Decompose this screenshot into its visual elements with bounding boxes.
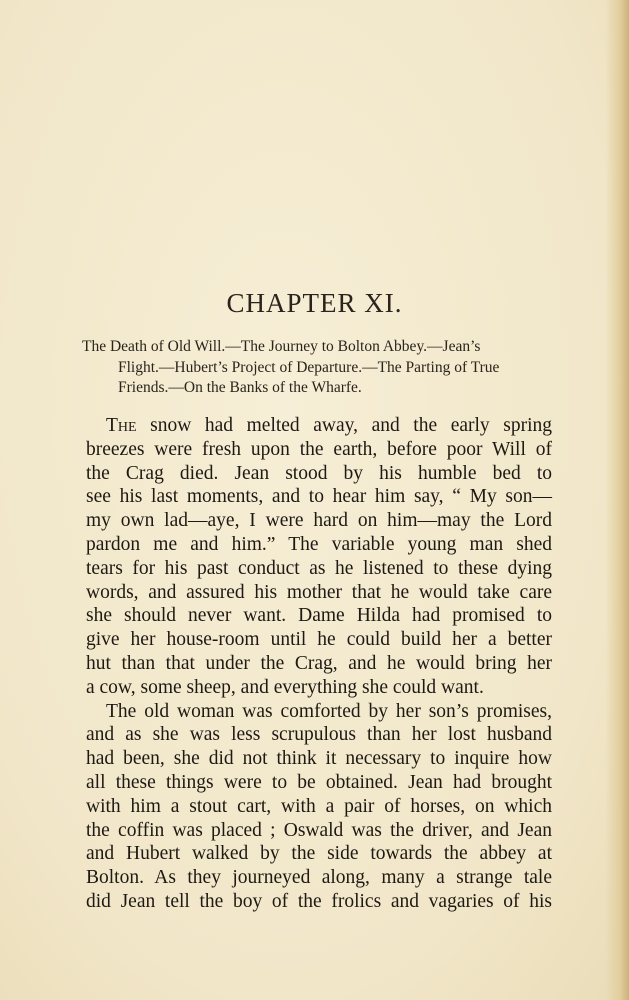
text-line: The snow had melted away, and the early spring — [106, 415, 552, 436]
text-line: with him a stout cart, with a pair of horses, on which — [86, 795, 552, 817]
text-line: did Jean tell the boy of the frolics and vagaries of his — [86, 890, 552, 912]
text-line: all these things were to be obtained. Jean had brought — [86, 771, 552, 793]
text-line: hut than that under the Crag, and he would bring her — [86, 652, 552, 674]
text-line: the coffin was placed ; Oswald was the driver, and Jean — [86, 819, 552, 841]
page-edge-shadow — [605, 0, 629, 1000]
text-line: breezes were fresh upon the earth, before poor Will of — [86, 438, 552, 460]
text-line: pardon me and him.” The variable young man shed — [86, 533, 552, 555]
text-line: The old woman was comforted by her son’s promises, — [106, 700, 552, 722]
text-line: and Hubert walked by the side towards the abbey at — [86, 843, 552, 865]
text-line: the Crag died. Jean stood by his humble bed to — [86, 462, 552, 484]
text-line: words, and assured his mother that he would take care — [86, 581, 552, 603]
drop-word: The — [106, 415, 137, 436]
text-line: had been, she did not think it necessary to inquire how — [86, 748, 552, 770]
text-line: tears for his past conduct as he listened to these dying — [86, 557, 552, 579]
summary-line: The Death of Old Will.—The Journey to Bolton Abbey.—Jean’s — [82, 338, 481, 355]
text-line: give her house-room until he could build her a better — [86, 629, 552, 651]
text-line: a cow, some sheep, and everything she could want. — [86, 676, 484, 698]
text-line: and as she was less scrupulous than her lost husband — [86, 724, 552, 746]
text-line: Bolton. As they journeyed along, many a strange tale — [86, 867, 552, 889]
text-line: my own lad—aye, I were hard on him—may the Lord — [86, 510, 552, 532]
summary-line: Friends.—On the Banks of the Wharfe. — [118, 379, 362, 396]
chapter-summary — [82, 337, 552, 399]
text-line: see his last moments, and to hear him say, “ My son— — [86, 486, 552, 508]
text-line: she should never want. Dame Hilda had promised to — [86, 605, 552, 627]
body-text — [86, 414, 552, 914]
chapter-heading: CHAPTER XI. — [226, 288, 403, 318]
summary-line: Flight.—Hubert’s Project of Departure.—The Parting of True — [118, 358, 500, 376]
